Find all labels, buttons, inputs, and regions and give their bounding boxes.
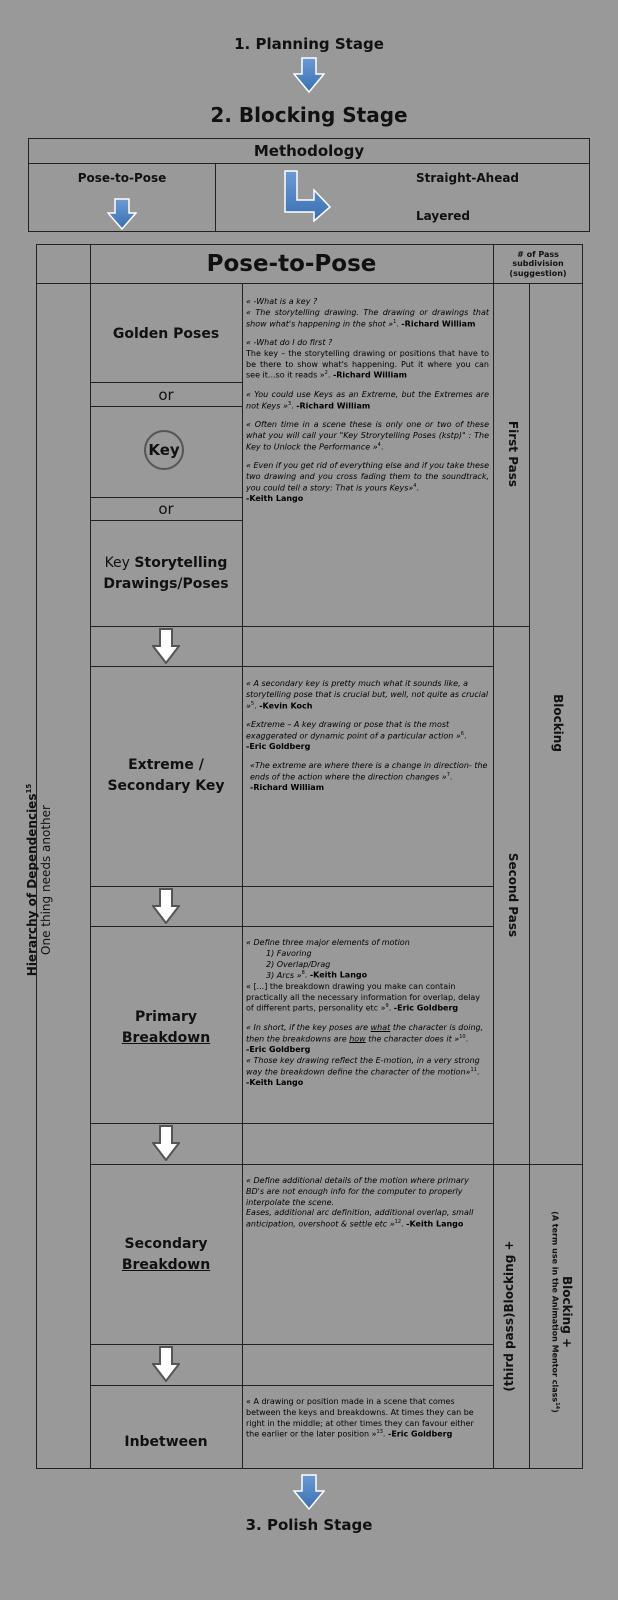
- row-primary-breakdown: Primary Breakdown: [121, 1009, 211, 1046]
- layered-label: Layered: [416, 209, 470, 223]
- polish-stage-label: 3. Polish Stage: [245, 1516, 373, 1534]
- quotes-primary-breakdown: « Define three major elements of motion 1) Favoring 2) Overlap/Drag 3) Arcs »$^8$. -Keith Lango « [...] the breakdown drawing you make can contain practically all the necessary information for overlap, delay of different parts, personality etc »$^9$. -Eric Goldberg « In short, if the key poses are what the character is doing, then the breakdowns are how the character does it »$^{10}$. -Eric Goldberg « Those key drawing reflect the E-motion, in a very strong way the breakdown define the character of the motion»$^{11}$. -Keith Lango: [246, 938, 484, 1088]
- row-or-2: or: [158, 500, 174, 518]
- row-golden-poses: Golden Poses: [112, 326, 220, 342]
- methodology-header: [28, 138, 590, 164]
- row-key-circle: Key: [144, 430, 184, 470]
- row-secondary-breakdown: Secondary Breakdown: [121, 1236, 211, 1273]
- planning-stage-label: 1. Planning Stage: [234, 35, 384, 53]
- quotes-key: « -What is a key ? « The storytelling drawing. The drawing or drawings that show what's happening in the shot »$^1$. -Richard William « -What do I do first ? The key – the storytelling drawing or positions that have to be there to show what's happening. Put it where you can see it...so it reads »$^2$. -Richard William « You could use Keys as an Extreme, but the Extremes are not Keys »$^3$. -Richard William « Often time in a scene these is only one or two of these what you will call your "Key Strorytelling Poses (kstp)" : The Key to Unlock the Performance »$^4$. « Even if you get rid of everything else and if you take these two drawing and you cross fading them to the soundtrack, you could tell a story: That is yours Keys»$^4$. -Keith Lango: [246, 297, 489, 504]
- third-pass-label: (third pass)Blocking +: [502, 1240, 516, 1392]
- hierarchy-label: Hierarchy of Dependencies$^{15}$ One thing needs another: [25, 783, 53, 977]
- pose-to-pose-label: Pose-to-Pose: [77, 171, 167, 185]
- down-arrow-icon: [152, 1346, 180, 1382]
- pass-header: # of Pass subdivision (suggestion): [509, 250, 567, 278]
- methodology-title: Methodology: [253, 142, 365, 160]
- pose-to-pose-cell: [28, 163, 216, 232]
- blocking-label: Blocking: [551, 694, 565, 752]
- row-key-storytelling: Key Storytelling Drawings/Poses: [103, 555, 229, 592]
- second-pass-label: Second Pass: [506, 852, 520, 938]
- straight-ahead-label: Straight-Ahead: [416, 171, 520, 185]
- table-title: Pose-to-Pose: [206, 251, 377, 277]
- bent-arrow-icon: [284, 170, 332, 222]
- row-inbetween: Inbetween: [124, 1434, 208, 1450]
- quotes-inbetween: « A drawing or position made in a scene that comes between the keys and breakdowns. At times they can be right in the middle; at other times they can favour either the earlier or the later position »$^{13}$. -Eric Goldberg: [246, 1397, 474, 1440]
- blocking-plus-label: Blocking + (A term use in the Animation Mentor class$^{14}$): [550, 1211, 574, 1413]
- quotes-extreme: « A secondary key is pretty much what it sounds like, a storytelling pose that is crucial but, well, not quite as crucial »$^5$. -Kevin Koch «Extreme – A key drawing or pose that is the most exaggerated or dynamic point of a particular action »$^6$. -Eric Goldberg «The extreme are where there is a change in direction- the ends of the action where the direction changes »$^7$. -Richard William: [246, 679, 489, 793]
- row-extreme: Extreme / Secondary Key: [107, 757, 225, 794]
- down-arrow-icon: [152, 1125, 180, 1161]
- down-arrow-icon: [152, 888, 180, 924]
- down-arrow-icon: [107, 198, 137, 230]
- row-or-1: or: [158, 385, 174, 404]
- down-arrow-icon: [293, 1474, 325, 1510]
- first-pass-label: First Pass: [506, 420, 520, 488]
- straight-ahead-cell: [215, 163, 590, 232]
- down-arrow-icon: [152, 628, 180, 664]
- blocking-stage-label: 2. Blocking Stage: [210, 103, 408, 127]
- down-arrow-icon: [293, 57, 325, 93]
- quotes-secondary-breakdown: « Define additional details of the motion where primary BD's are not enough info for the computer to properly interpolate the scene. Eases, additional arc definition, additional overlap, small anticipation, overshoot & settle etc »$^{12}$. -Keith Lango: [246, 1176, 474, 1229]
